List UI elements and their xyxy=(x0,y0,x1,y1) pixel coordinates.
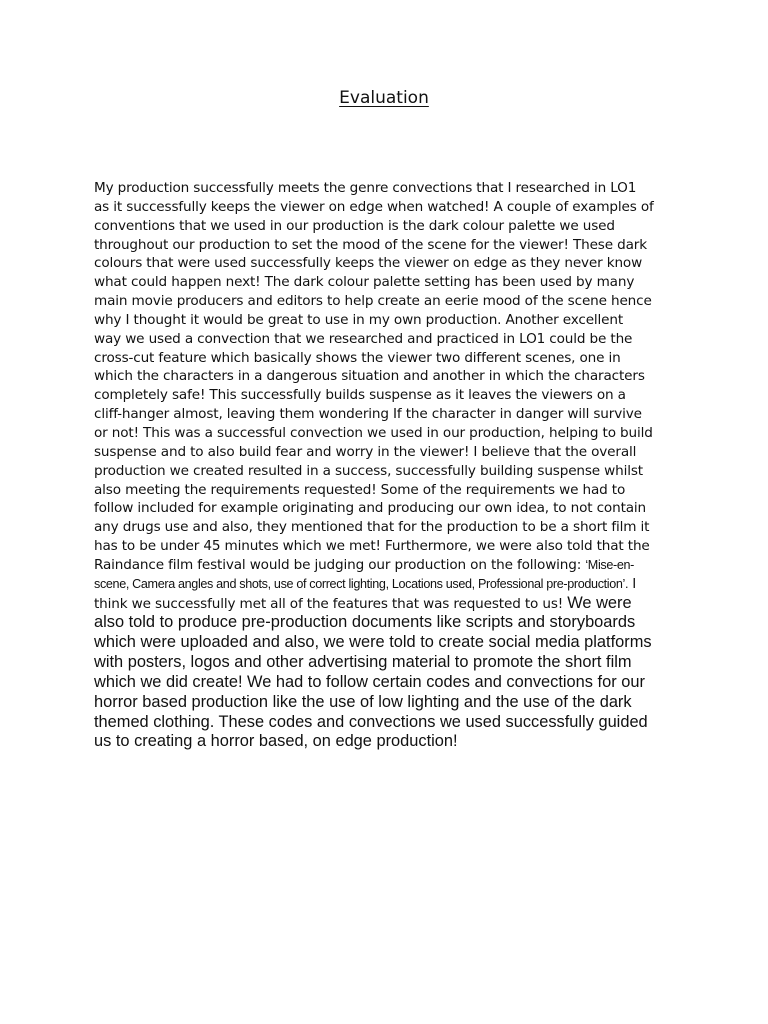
document-title xyxy=(0,88,768,108)
paragraph-quote: ‘Mise-en-scene, Camera angles and shots, use of correct lighting, Locations used, Professional pre-production’. xyxy=(94,557,634,591)
evaluation-paragraph xyxy=(94,179,654,752)
paragraph-part-1: My production successfully meets the genre convections that I researched in LO1 as it successfully keeps the viewer on edge when watched! A couple of examples of conventions that we used in our production is the dark colour palette we used throughout our production to set the mood of the scene for the viewer! These dark colours that were used successfully keeps the viewer on edge as they never know what could happen next! The dark colour palette setting has been used by many main movie producers and editors to help create an eerie mood of the scene hence why I thought it would be great to use in my own production. Another excellent way we used a convection that we researched and practiced in LO1 could be the cross-cut feature which basically shows the viewer two different scenes, one in which the characters in a dangerous situation and another in which the characters completely safe! This successfully builds suspense as it leaves the viewers on a cliff-hanger almost, leaving them wondering If the character in danger will survive or not! This was a successful convection we used in our production, helping to build suspense and to also build fear and worry in the viewer! I believe that the overall production we created resulted in a success, successfully building suspense whilst also meeting the requirements requested! Some of the requirements we had to follow included for example originating and producing our own idea, to not contain any drugs use and also, they mentioned that for the production to be a short film it has to be under 45 minutes which we met! Furthermore, we were also told that the Raindance film festival would be judging our production on the following: xyxy=(94,180,654,573)
paragraph-part-3: We were also told to produce pre-production documents like scripts and storyboards which were uploaded and also, we were told to create social media platforms with posters, logos and other advertising material to promote the short film which we did create! We had to follow certain codes and convections for our horror based production like the use of low lighting and the use of the dark themed clothing. These codes and convections we used successfully guided us to creating a horror based, on edge production! xyxy=(94,593,652,751)
title-text: Evaluation xyxy=(339,88,429,108)
paragraph-part-2: I think we successfully met all of the features that was requested to us! xyxy=(94,575,637,612)
